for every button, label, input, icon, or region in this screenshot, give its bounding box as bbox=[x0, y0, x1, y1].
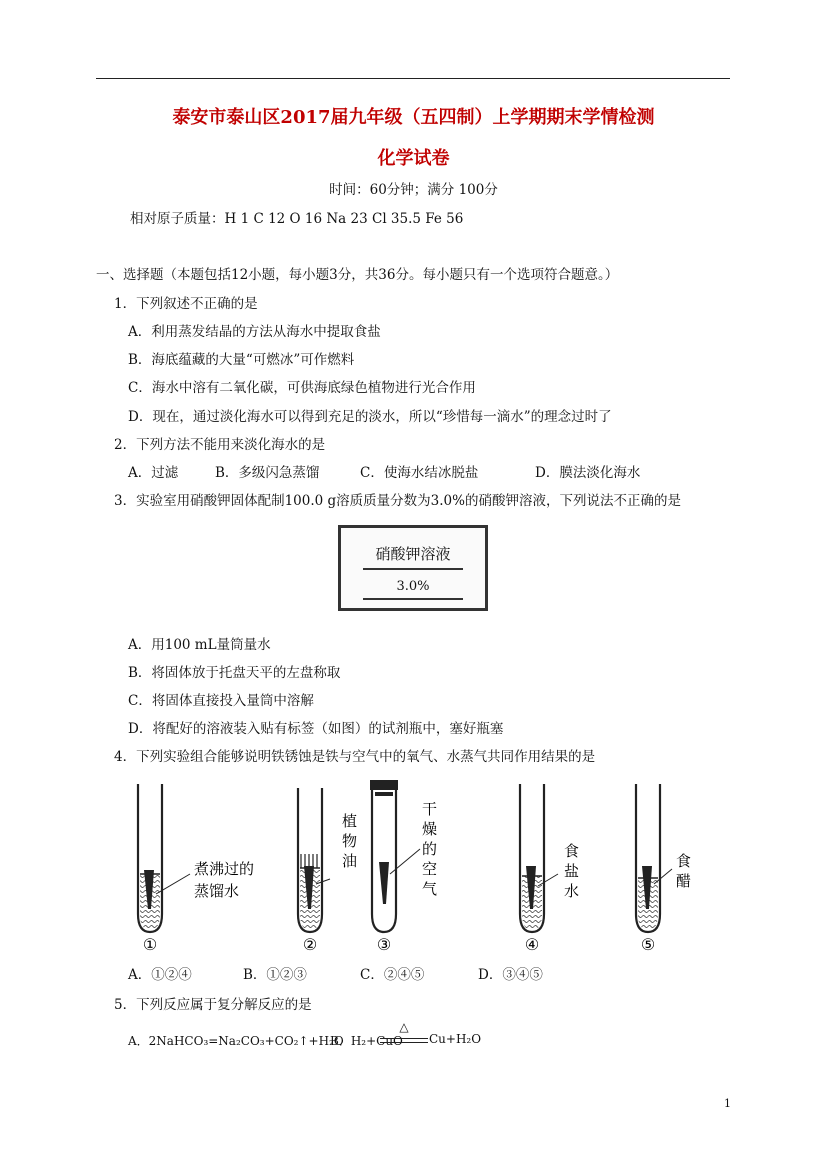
tube-label: 植 bbox=[342, 812, 358, 830]
equals-line-bottom bbox=[380, 1042, 428, 1043]
test-tube-5 bbox=[636, 784, 691, 954]
question-stem: 4．下列实验组合能够说明铁锈蚀是铁与空气中的氧气、水蒸气共同作用结果的是 bbox=[114, 749, 596, 765]
option-a: A．①②④ bbox=[128, 967, 192, 983]
tube-label: 干 bbox=[422, 800, 438, 818]
section-heading: 一、选择题（本题包括12小题，每小题3分，共36分。每小题只有一个选项符合题意。） bbox=[96, 267, 619, 283]
option-d: D．③④⑤ bbox=[478, 967, 543, 983]
question-stem: 1．下列叙述不正确的是 bbox=[114, 296, 258, 312]
option-c: C．海水中溶有二氧化碳，可供海底绿色植物进行光合作用 bbox=[128, 380, 476, 396]
exam-subtitle: 化学试卷 bbox=[377, 148, 450, 169]
reagent-label-figure bbox=[338, 525, 488, 611]
option-a: A．用100 mL量筒量水 bbox=[128, 637, 271, 653]
test-tube-4 bbox=[520, 784, 579, 954]
tube-number: ② bbox=[302, 935, 318, 954]
option-a: A．2NaHCO₃=Na₂CO₃+CO₂↑+H₂O bbox=[128, 1034, 344, 1048]
option-c: C．②④⑤ bbox=[360, 967, 425, 983]
atomic-mass: 相对原子质量：H 1 C 12 O 16 Na 23 Cl 35.5 Fe 56 bbox=[130, 211, 464, 227]
tube-label: 燥 bbox=[422, 820, 438, 838]
option-c: C．将固体直接投入量筒中溶解 bbox=[128, 693, 314, 709]
question-stem: 3．实验室用硝酸钾固体配制100.0 g溶质质量分数为3.0%的硝酸钾溶液，下列说法不正确的是 bbox=[114, 493, 681, 509]
option-d: D．将配好的溶液装入贴有标签（如图）的试剂瓶中，塞好瓶塞 bbox=[128, 721, 504, 737]
tube-number: ① bbox=[142, 935, 158, 954]
header-rule bbox=[96, 78, 730, 79]
question-stem: 5．下列反应属于复分解反应的是 bbox=[114, 997, 312, 1013]
option-b: B．H₂+CuO bbox=[330, 1034, 403, 1048]
test-tube-1 bbox=[138, 784, 254, 954]
tube-label: 食 bbox=[676, 852, 692, 870]
time-info: 时间：60分钟；满分 100分 bbox=[329, 182, 498, 198]
tube-label: 醋 bbox=[676, 872, 692, 890]
option-d: D．现在，通过淡化海水可以得到充足的淡水，所以“珍惜每一滴水”的理念过时了 bbox=[128, 409, 612, 425]
tube-label: 盐 bbox=[564, 862, 580, 880]
option-b: B．多级闪急蒸馏 bbox=[215, 465, 320, 481]
test-tube-2 bbox=[298, 788, 357, 954]
label-title: 硝酸钾溶液 bbox=[375, 545, 451, 563]
option-a: A．过滤 bbox=[128, 465, 179, 481]
option-b: B．海底蕴藏的大量“可燃冰”可作燃料 bbox=[128, 352, 355, 368]
tube-label: 的 bbox=[422, 840, 438, 858]
option-b: B．①②③ bbox=[243, 967, 307, 983]
tube-label: 空 bbox=[422, 860, 438, 878]
tube-label: 蒸馏水 bbox=[194, 882, 240, 900]
label-line bbox=[363, 598, 463, 600]
label-value: 3.0% bbox=[396, 579, 430, 594]
tube-label: 食 bbox=[564, 842, 580, 860]
page-number: 1 bbox=[724, 1097, 731, 1110]
option-b-products: Cu+H₂O bbox=[429, 1032, 482, 1046]
tube-label: 气 bbox=[422, 880, 438, 898]
tube-number: ③ bbox=[376, 935, 392, 954]
reaction-condition: △ bbox=[399, 1020, 409, 1034]
option-c: C．使海水结冰脱盐 bbox=[360, 465, 479, 481]
exam-title: 泰安市泰山区2017届九年级（五四制）上学期期末学情检测 bbox=[172, 107, 655, 128]
tube-number: ⑤ bbox=[640, 935, 656, 954]
equals-line-top bbox=[380, 1038, 428, 1039]
tube-label: 油 bbox=[342, 852, 358, 870]
test-tube-diagram bbox=[120, 774, 710, 954]
option-b: B．将固体放于托盘天平的左盘称取 bbox=[128, 665, 341, 681]
tube-label: 水 bbox=[564, 882, 580, 900]
option-d: D．膜法淡化海水 bbox=[535, 465, 641, 481]
tube-number: ④ bbox=[524, 935, 540, 954]
test-tube-figure bbox=[120, 774, 710, 954]
label-line bbox=[363, 568, 463, 570]
question-stem: 2．下列方法不能用来淡化海水的是 bbox=[114, 437, 326, 453]
test-tube-3 bbox=[370, 780, 437, 954]
tube-label: 煮沸过的 bbox=[194, 860, 255, 878]
tube-label: 物 bbox=[342, 832, 358, 850]
option-a: A．利用蒸发结晶的方法从海水中提取食盐 bbox=[128, 324, 381, 340]
